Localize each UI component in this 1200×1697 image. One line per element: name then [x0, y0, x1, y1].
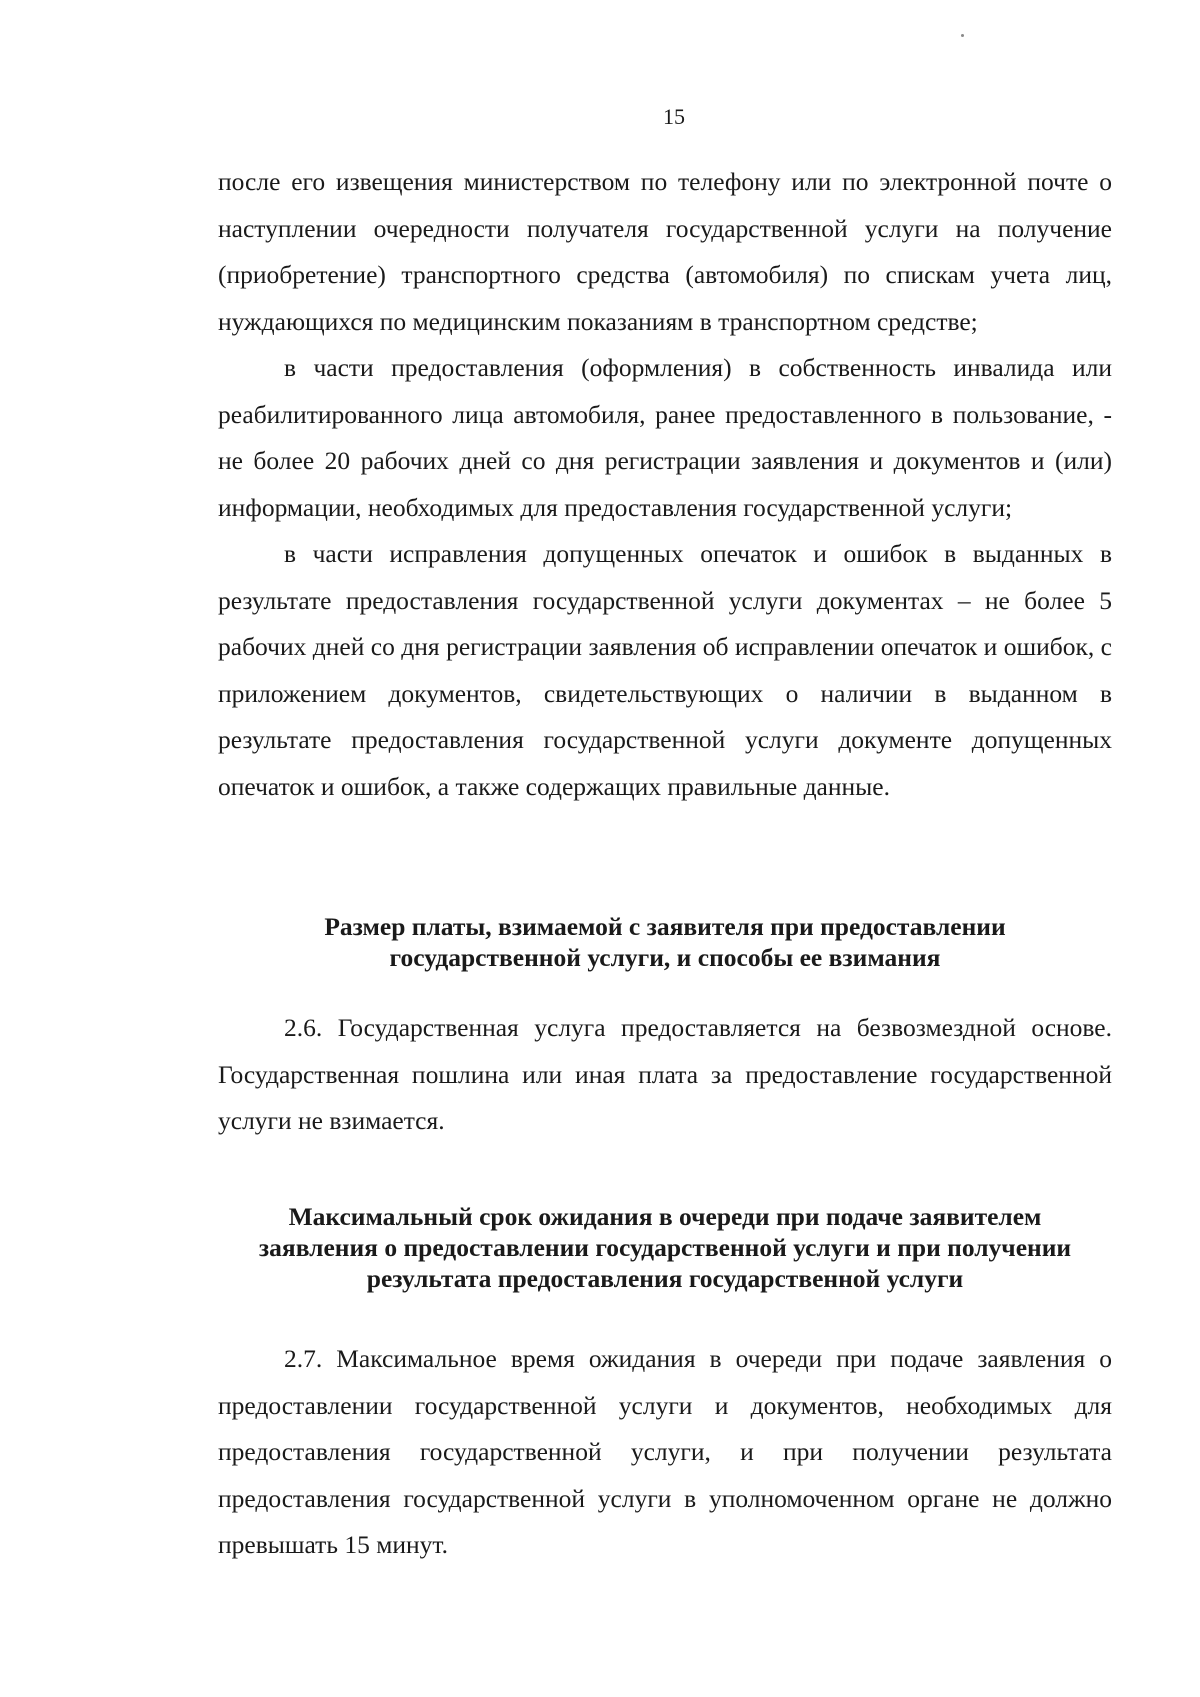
- page-number: 15: [663, 104, 685, 129]
- paragraph-error-correction: в части исправления допущенных опечаток и ошибок в выданных в результате предоставления государственной услуги документах – не более 5 рабочих дней со дня регистрации заявления об исправлении опечаток и ошибок, с приложением документов, свидетельствующих о наличии в выданном в результате предоставления государственной услуги документе допущенных опечаток и ошибок, а также содержащих правильные данные.: [218, 539, 1112, 801]
- paragraph-2-7: 2.7. Максимальное время ожидания в очереди при подаче заявления о предоставлении государственной услуги и документов, необходимых для предоставления государственной услуги, и при получении результата предоставления государственной услуги в уполномоченном органе не должно превышать 15 минут.: [218, 1344, 1112, 1559]
- waiting-time-text-block: [218, 1336, 1112, 1569]
- heading-line: Размер платы, взимаемой с заявителя при предоставлении: [324, 912, 1006, 941]
- paragraph-continuation: после его извещения министерством по телефону или по электронной почте о наступлении очередности получателя государственной услуги на получение (приобретение) транспортного средства (автомобиля) по спискам учета лиц, нуждающихся по медицинским показаниям в транспортном средстве;: [218, 167, 1112, 336]
- timeframes-text-block: [218, 159, 1112, 810]
- fee-text-block: [218, 1005, 1112, 1145]
- heading-line: результата предоставления государственной услуги: [366, 1264, 964, 1293]
- heading-line: Максимальный срок ожидания в очереди при подаче заявителем: [288, 1202, 1042, 1231]
- paragraph-2-6: 2.6. Государственная услуга предоставляется на безвозмездной основе. Государственная пошлина или иная плата за предоставление государственной услуги не взимается.: [218, 1013, 1112, 1135]
- heading-line: государственной услуги, и способы ее взимания: [389, 943, 941, 972]
- waiting-time-section-heading: [218, 1201, 1112, 1294]
- fee-section-heading: [218, 911, 1112, 973]
- scan-artifact-dot: [961, 34, 964, 37]
- heading-line: заявления о предоставлении государственной услуги и при получении: [258, 1233, 1072, 1262]
- paragraph-ownership-transfer: в части предоставления (оформления) в собственность инвалида или реабилитированного лица автомобиля, ранее предоставленного в пользование, - не более 20 рабочих дней со дня регистрации заявления и документов и (или) информации, необходимых для предоставления государственной услуги;: [218, 353, 1112, 522]
